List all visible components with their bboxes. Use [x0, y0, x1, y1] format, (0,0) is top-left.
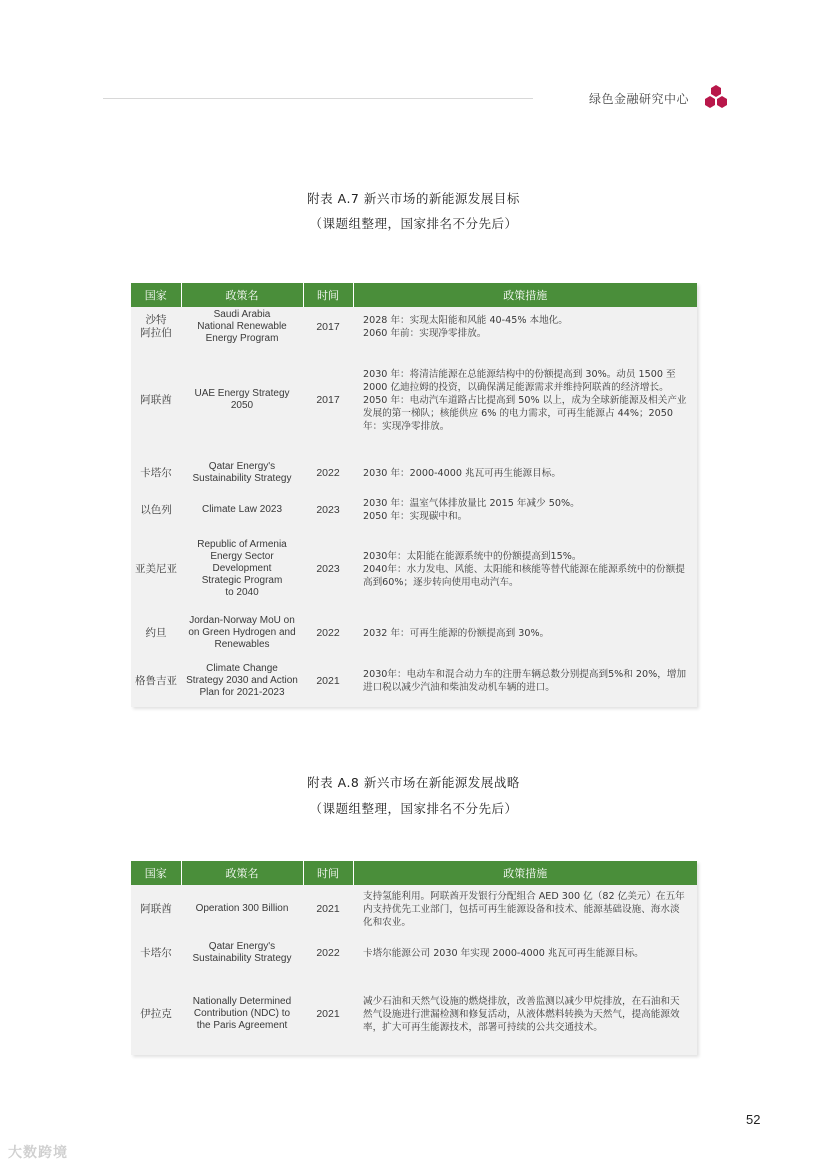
policy-name-cell: Republic of Armenia Energy Sector Development Strategic Program to 2040: [197, 539, 287, 598]
year-cell: 2022: [316, 466, 340, 479]
year-cell: 2021: [316, 902, 340, 915]
measures-cell: [353, 493, 697, 527]
measures-cell: [353, 347, 697, 453]
measure-line: 2030 年：温室气体排放量比 2015 年减少 50%。: [363, 498, 580, 509]
column-header-policy-name: 政策名: [181, 283, 303, 307]
measure-line: 2060 年前：实现净零排放。: [363, 328, 487, 339]
measures-cell: [353, 655, 697, 707]
year-cell: 2021: [316, 674, 340, 687]
measures-cell: [353, 307, 697, 347]
table2-title: 附表 A.8 新兴市场在新能源发展战略: [307, 775, 520, 790]
year-cell: 2022: [316, 626, 340, 639]
country-cell: 卡塔尔: [140, 946, 172, 959]
table-row: [131, 611, 697, 655]
column-header-country: 国家: [131, 283, 181, 307]
table-row: [131, 527, 697, 611]
measure-line: 2032 年：可再生能源的份额提高到 30%。: [363, 627, 550, 639]
policy-name-cell: Climate Law 2023: [201, 504, 283, 515]
measures-cell: [353, 973, 697, 1055]
table1-body: [131, 307, 697, 707]
policy-name-cell: Qatar Energy's Sustainability Strategy: [192, 941, 292, 964]
policy-name-cell: UAE Energy Strategy 2050: [194, 388, 290, 411]
country-cell: 卡塔尔: [140, 466, 172, 479]
measure-line: 减少石油和天然气设施的燃烧排放，改善监测以减少甲烷排放，在石油和天然气设施进行泄漏检测和修复活动，从液体燃料转换为天然气，提高能源效率，扩大可再生能源技术，部署可持续的公共交通技术。: [363, 995, 680, 1033]
measure-line: 2030年：电动车和混合动力车的注册车辆总数分别提高到5%和 20%，增加进口税以减少汽油和柴油发动机车辆的进口。: [363, 669, 687, 693]
hexagon-logo-icon: [702, 84, 730, 112]
policy-name-cell: Jordan-Norway MoU on on Green Hydrogen and Renewables: [188, 615, 296, 650]
table-row: [131, 933, 697, 973]
column-header-policy-name: 政策名: [181, 861, 303, 885]
country-cell: 阿联酋: [140, 393, 172, 406]
table-row: [131, 453, 697, 493]
measure-line: 卡塔尔能源公司 2030 年实现 2000-4000 兆瓦可再生能源目标。: [363, 947, 644, 959]
year-cell: 2017: [316, 320, 340, 333]
column-header-measures: 政策措施: [353, 861, 697, 885]
column-header-time: 时间: [303, 861, 353, 885]
table-header-row: [131, 861, 697, 885]
table-row: [131, 347, 697, 453]
country-cell: 约旦: [145, 626, 167, 639]
watermark: 大数跨境: [8, 1145, 68, 1161]
country-cell: 沙特 阿拉伯: [140, 314, 172, 339]
policy-name-cell: Saudi Arabia National Renewable Energy Program: [197, 309, 287, 344]
year-cell: 2023: [316, 562, 340, 575]
year-cell: 2022: [316, 946, 340, 959]
measure-line: 2030年：太阳能在能源系统中的份额提高到15%。: [363, 550, 582, 562]
policy-name-cell: Operation 300 Billion: [195, 903, 289, 914]
header-org-name: 绿色金融研究中心: [589, 92, 690, 106]
table-row: [131, 885, 697, 933]
table-header-row: [131, 283, 697, 307]
year-cell: 2021: [316, 1007, 340, 1020]
table1-subtitle: （课题组整理，国家排名不分先后）: [309, 216, 518, 231]
table-row: [131, 655, 697, 707]
measure-line: 2028 年：实现太阳能和风能 40-45% 本地化。: [363, 315, 568, 326]
measures-cell: [353, 611, 697, 655]
year-cell: 2017: [316, 393, 340, 406]
measure-line: 2030 年：2000-4000 兆瓦可再生能源目标。: [363, 467, 561, 479]
year-cell: 2023: [316, 503, 340, 516]
policy-name-cell: Climate Change Strategy 2030 and Action Plan for 2021-2023: [186, 663, 298, 698]
country-cell: 伊拉克: [140, 1007, 172, 1020]
country-cell: 阿联酋: [140, 902, 172, 915]
column-header-time: 时间: [303, 283, 353, 307]
table2-body: [131, 885, 697, 1055]
column-header-country: 国家: [131, 861, 181, 885]
measure-line: 2050 年：电动汽车道路占比提高到 50% 以上，成为全球新能源及相关产业发展的第一梯队；核能供应 6% 的电力需求，可再生能源占 44%；2050 年：实现净零排放。: [363, 394, 687, 432]
table2-subtitle: （课题组整理，国家排名不分先后）: [309, 801, 518, 816]
header-divider: [103, 98, 533, 99]
table-row: [131, 307, 697, 347]
policy-name-cell: Nationally Determined Contribution (NDC) to the Paris Agreement: [192, 996, 292, 1031]
country-cell: 以色列: [140, 503, 172, 516]
measures-cell: [353, 453, 697, 493]
page-number: 52: [746, 1112, 761, 1127]
country-cell: 格鲁吉亚: [135, 674, 177, 687]
table1: [131, 283, 697, 707]
measure-line: 2030 年：将清洁能源在总能源结构中的份额提高到 30%。动员 1500 至 2000 亿迪拉姆的投资，以确保满足能源需求并维持阿联酋的经济增长。: [363, 368, 676, 393]
column-header-measures: 政策措施: [353, 283, 697, 307]
measures-cell: [353, 933, 697, 973]
table2: [131, 861, 697, 1055]
measure-line: 2050 年：实现碳中和。: [363, 511, 468, 522]
table-row: [131, 973, 697, 1055]
measures-cell: [353, 527, 697, 611]
measure-line: 支持氢能利用。阿联酋开发银行分配组合 AED 300 亿（82 亿美元）在五年内支持优先工业部门，包括可再生能源设备和技术、能源基础设施、海水淡化和农业。: [363, 890, 685, 928]
table-row: [131, 493, 697, 527]
measure-line: 2040年：水力发电、风能、太阳能和核能等替代能源在能源系统中的份额提高到60%；逐步转向使用电动汽车。: [363, 563, 685, 588]
measures-cell: [353, 885, 697, 933]
table1-title: 附表 A.7 新兴市场的新能源发展目标: [307, 191, 520, 206]
policy-name-cell: Qatar Energy's Sustainability Strategy: [192, 461, 292, 484]
country-cell: 亚美尼亚: [135, 562, 177, 575]
